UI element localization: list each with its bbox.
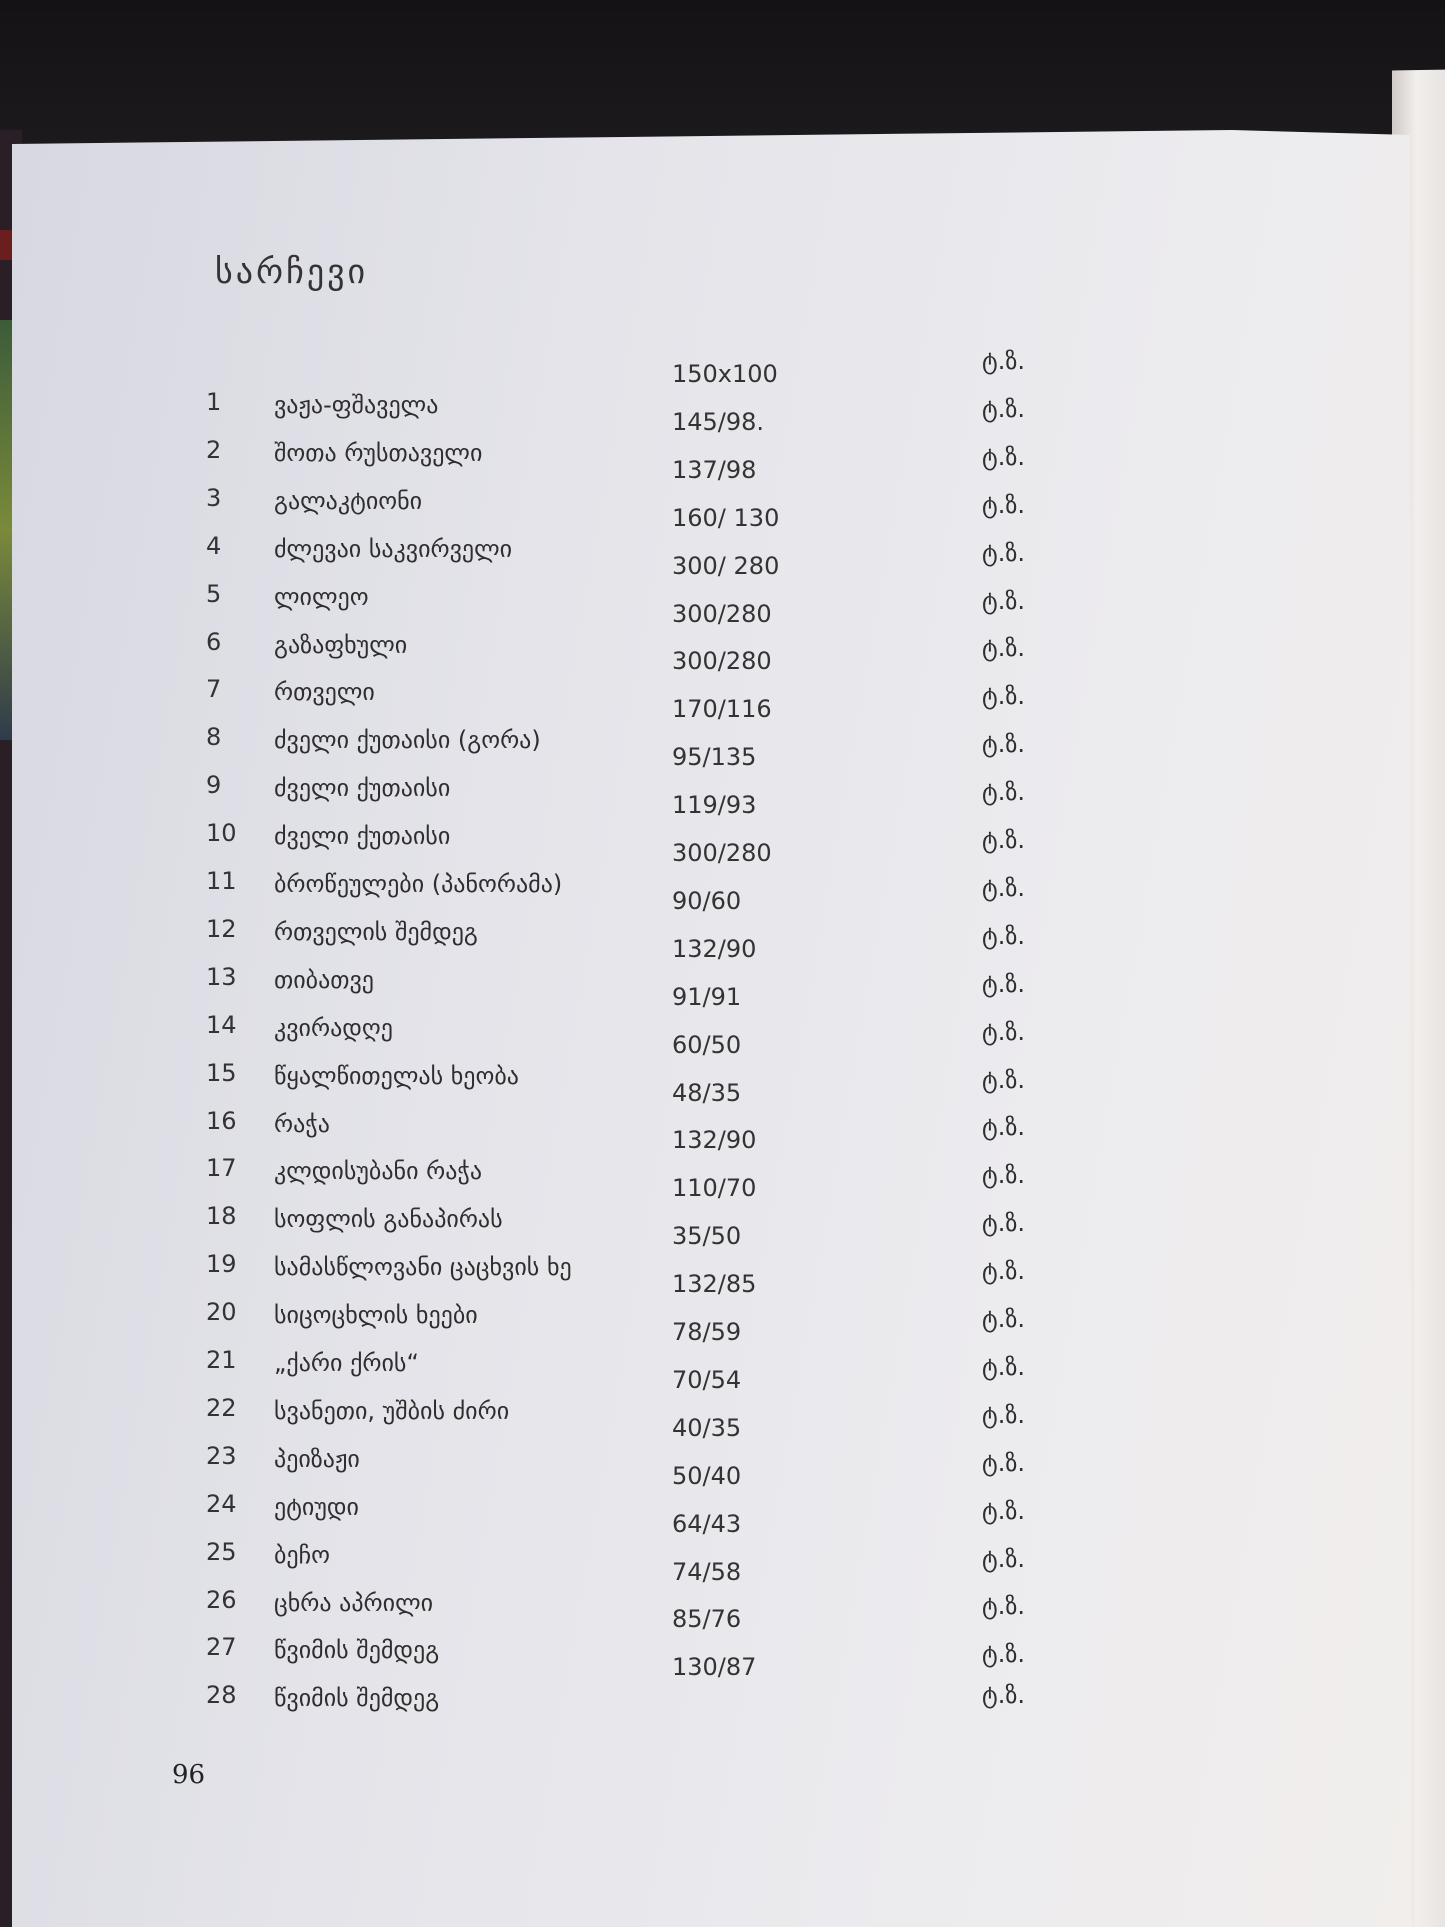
item-number: 12 xyxy=(206,914,237,943)
page-number: 96 xyxy=(172,1760,206,1790)
item-number: 3 xyxy=(206,483,222,512)
item-title: პეიზაჟი xyxy=(274,1444,360,1473)
item-title: ძველი ქუთაისი (გორა) xyxy=(274,726,541,755)
item-size: 300/280 xyxy=(672,647,772,676)
item-number: 16 xyxy=(206,1106,237,1135)
item-title: ცხრა აპრილი xyxy=(274,1588,434,1617)
item-technique: ტ.ზ. xyxy=(982,1209,1025,1238)
item-title: თიბათვე xyxy=(274,965,374,994)
item-technique: ტ.ზ. xyxy=(982,1448,1025,1477)
item-size: 132/85 xyxy=(672,1270,757,1299)
item-title: კლდისუბანი რაჭა xyxy=(274,1157,483,1186)
item-size: 150x100 xyxy=(672,360,778,388)
item-number: 9 xyxy=(206,771,222,800)
item-title: კვირადღე xyxy=(274,1013,393,1042)
item-size: 74/58 xyxy=(672,1557,742,1586)
item-title: გაზაფხული xyxy=(274,630,408,659)
item-title: რთველი xyxy=(274,678,375,707)
item-technique: ტ.ზ. xyxy=(982,921,1025,950)
item-technique: ტ.ზ. xyxy=(982,634,1025,663)
item-title: ბეჩო xyxy=(274,1540,331,1569)
item-number: 18 xyxy=(206,1202,237,1231)
item-size: 48/35 xyxy=(672,1078,742,1107)
item-title: ეტიუდი xyxy=(274,1492,359,1521)
item-technique: ტ.ზ. xyxy=(982,1400,1025,1429)
item-title: ბროწეულები (პანორამა) xyxy=(274,870,563,898)
item-number: 26 xyxy=(206,1585,237,1614)
item-title: შოთა რუსთაველი xyxy=(274,438,483,467)
item-size: 300/280 xyxy=(672,839,772,867)
item-technique: ტ.ზ. xyxy=(982,1592,1025,1621)
item-technique: ტ.ზ. xyxy=(982,490,1025,519)
item-size: 60/50 xyxy=(672,1030,742,1059)
item-size: 70/54 xyxy=(672,1365,742,1394)
item-technique: ტ.ზ. xyxy=(982,826,1025,854)
item-number: 20 xyxy=(206,1298,237,1327)
item-number: 17 xyxy=(206,1154,237,1183)
item-size: 137/98 xyxy=(672,455,757,484)
item-technique: ტ.ზ. xyxy=(982,1352,1025,1381)
item-number: 27 xyxy=(206,1633,237,1662)
item-technique: ტ.ზ. xyxy=(982,1065,1025,1094)
item-title: წვიმის შემდეგ xyxy=(274,1636,440,1665)
item-technique: ტ.ზ. xyxy=(982,1017,1025,1046)
item-size: 78/59 xyxy=(672,1318,742,1346)
item-size: 35/50 xyxy=(672,1222,742,1251)
cover-detail xyxy=(0,230,12,260)
item-number: 13 xyxy=(206,962,237,991)
item-number: 15 xyxy=(206,1058,237,1087)
item-technique: ტ.ზ. xyxy=(982,1640,1025,1669)
item-number: 4 xyxy=(206,531,222,560)
item-technique: ტ.ზ. xyxy=(982,1257,1025,1286)
item-size: 40/35 xyxy=(672,1413,742,1442)
item-technique: ტ.ზ. xyxy=(982,394,1025,423)
item-technique: ტ.ზ. xyxy=(982,1544,1025,1573)
item-number: 19 xyxy=(206,1250,237,1279)
item-technique: ტ.ზ. xyxy=(982,538,1025,567)
item-number: 5 xyxy=(206,579,222,608)
item-size: 300/ 280 xyxy=(672,551,780,580)
page-title: სარჩევი xyxy=(215,252,369,292)
trailing-technique: ტ.ზ. xyxy=(982,1681,1025,1709)
item-size: 160/ 130 xyxy=(672,503,780,532)
item-title: ძლევაი საკვირველი xyxy=(274,534,513,563)
item-number: 1 xyxy=(206,388,222,416)
item-size: 85/76 xyxy=(672,1605,742,1634)
item-technique: ტ.ზ. xyxy=(982,969,1025,998)
item-title: სამასწლოვანი ცაცხვის ხე xyxy=(274,1253,572,1282)
item-number: 11 xyxy=(206,867,237,895)
item-size: 119/93 xyxy=(672,791,757,820)
item-technique: ტ.ზ. xyxy=(982,1496,1025,1525)
item-technique: ტ.ზ. xyxy=(982,873,1025,902)
item-number: 28 xyxy=(206,1681,237,1710)
item-title: გალაკტიონი xyxy=(274,486,423,515)
item-technique: ტ.ზ. xyxy=(982,682,1025,711)
item-size: 110/70 xyxy=(672,1174,757,1203)
item-number: 21 xyxy=(206,1346,237,1374)
item-number: 23 xyxy=(206,1441,237,1470)
item-technique: ტ.ზ. xyxy=(982,1305,1025,1333)
item-technique: ტ.ზ. xyxy=(982,347,1025,375)
item-title: წყალწითელას ხეობა xyxy=(274,1061,519,1090)
item-size: 64/43 xyxy=(672,1509,742,1538)
item-size: 95/135 xyxy=(672,743,757,772)
item-size: 132/90 xyxy=(672,934,757,963)
item-size: 300/280 xyxy=(672,599,772,628)
item-size: 50/40 xyxy=(672,1461,742,1490)
item-number: 6 xyxy=(206,627,222,656)
item-technique: ტ.ზ. xyxy=(982,586,1025,615)
item-number: 24 xyxy=(206,1489,237,1518)
item-size: 145/98. xyxy=(672,407,765,436)
item-technique: ტ.ზ. xyxy=(982,442,1025,471)
item-size: 132/90 xyxy=(672,1126,757,1155)
item-number: 8 xyxy=(206,723,222,752)
item-title: წვიმის შემდეგ xyxy=(274,1684,440,1713)
item-number: 10 xyxy=(206,819,237,848)
item-number: 14 xyxy=(206,1010,237,1039)
item-title: სვანეთი, უშბის ძირი xyxy=(274,1396,510,1425)
item-title: სიცოცხლის ხეები xyxy=(274,1301,478,1330)
item-technique: ტ.ზ. xyxy=(982,1113,1025,1142)
item-technique: ტ.ზ. xyxy=(982,1161,1025,1190)
item-technique: ტ.ზ. xyxy=(982,778,1025,807)
item-size: 91/91 xyxy=(672,982,742,1011)
item-size: 170/116 xyxy=(672,695,772,724)
item-number: 7 xyxy=(206,675,222,704)
item-title: რაჭა xyxy=(274,1109,330,1138)
item-technique: ტ.ზ. xyxy=(982,730,1025,759)
item-title: „ქარი ქრის“ xyxy=(274,1349,419,1377)
item-number: 2 xyxy=(206,435,222,464)
item-title: სოფლის განაპირას xyxy=(274,1205,503,1234)
item-title: ვაჟა-ფშაველა xyxy=(274,391,439,419)
item-title: ძველი ქუთაისი xyxy=(274,822,451,851)
item-title: ლილეო xyxy=(274,582,369,611)
item-size: 90/60 xyxy=(672,886,742,915)
item-number: 25 xyxy=(206,1537,237,1566)
item-number: 22 xyxy=(206,1393,237,1422)
item-title: ძველი ქუთაისი xyxy=(274,774,451,803)
item-size: 130/87 xyxy=(672,1653,757,1682)
item-title: რთველის შემდეგ xyxy=(274,917,478,946)
